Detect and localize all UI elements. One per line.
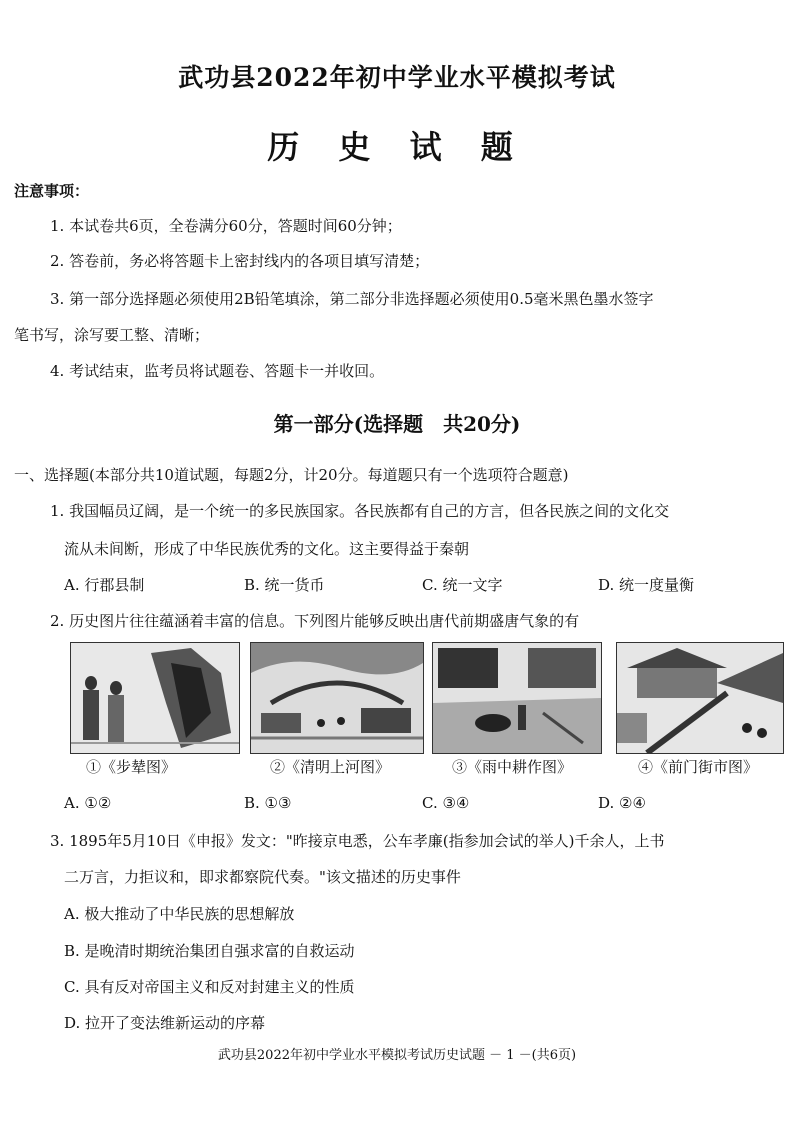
picture-caption-3: ③《雨中耕作图》 [452, 758, 573, 776]
question-1-text: 流从未间断，形成了中华民族优秀的文化。这主要得益于秦朝 [64, 540, 470, 558]
section-title: 第一部分(选择题 共20分) [273, 412, 521, 436]
question-2-option-c: C. ③④ [422, 794, 470, 812]
question-1-option-a: A. 行郡县制 [64, 576, 145, 594]
notice-item: 笔书写，涂写要工整、清晰； [14, 326, 210, 344]
painting-bunian-image [70, 642, 240, 754]
question-1-text: 1. 我国幅员辽阔，是一个统一的多民族国家。各民族都有自己的方言，但各民族之间的文化交 [50, 502, 670, 520]
painting-qingming-image [250, 642, 424, 754]
question-2-text: 2. 历史图片往往蕴涵着丰富的信息。下列图片能够反映出唐代前期盛唐气象的有 [50, 612, 580, 630]
question-3-option-c: C. 具有反对帝国主义和反对封建主义的性质 [64, 978, 355, 996]
subject-title: 历 史 试 题 [267, 128, 527, 166]
painting-rain-farming-image [432, 642, 602, 754]
notice-heading: 注意事项： [14, 182, 90, 200]
question-1-option-b: B. 统一货币 [244, 576, 325, 594]
question-3-text: 二万言，力拒议和，即求都察院代奏。"该文描述的历史事件 [64, 868, 461, 886]
question-1-option-d: D. 统一度量衡 [598, 576, 695, 594]
picture-caption-1: ①《步辇图》 [86, 758, 177, 776]
notice-item: 2. 答卷前，务必将答题卡上密封线内的各项目填写清楚； [50, 252, 430, 270]
exam-title: 武功县2022年初中学业水平模拟考试 [178, 63, 616, 92]
question-2-option-b: B. ①③ [244, 794, 292, 812]
question-3-text: 3. 1895年5月10日《申报》发文："昨接京电悉，公车孝廉(指参加会试的举人)千余人，上书 [50, 832, 665, 850]
question-3-option-a: A. 极大推动了中华民族的思想解放 [64, 905, 295, 923]
question-2-option-d: D. ②④ [598, 794, 646, 812]
question-1-option-c: C. 统一文字 [422, 576, 503, 594]
picture-caption-2: ②《清明上河图》 [270, 758, 391, 776]
part-instruction: 一、选择题(本部分共10道试题，每题2分，计20分。每道题只有一个选项符合题意) [14, 466, 569, 484]
painting-qianmen-street-image [616, 642, 784, 754]
notice-item: 4. 考试结束，监考员将试题卷、答题卡一并收回。 [50, 362, 385, 380]
picture-caption-4: ④《前门街市图》 [638, 758, 759, 776]
question-2-option-a: A. ①② [64, 794, 112, 812]
question-3-option-d: D. 拉开了变法维新运动的序幕 [64, 1014, 266, 1032]
notice-item: 3. 第一部分选择题必须使用2B铅笔填涂，第二部分非选择题必须使用0.5毫米黑色墨水签字 [50, 290, 654, 308]
question-3-option-b: B. 是晚清时期统治集团自强求富的自救运动 [64, 942, 355, 960]
page-footer: 武功县2022年初中学业水平模拟考试历史试题 － 1 －(共6页) [217, 1048, 577, 1063]
notice-item: 1. 本试卷共6页，全卷满分60分，答题时间60分钟； [50, 217, 402, 235]
